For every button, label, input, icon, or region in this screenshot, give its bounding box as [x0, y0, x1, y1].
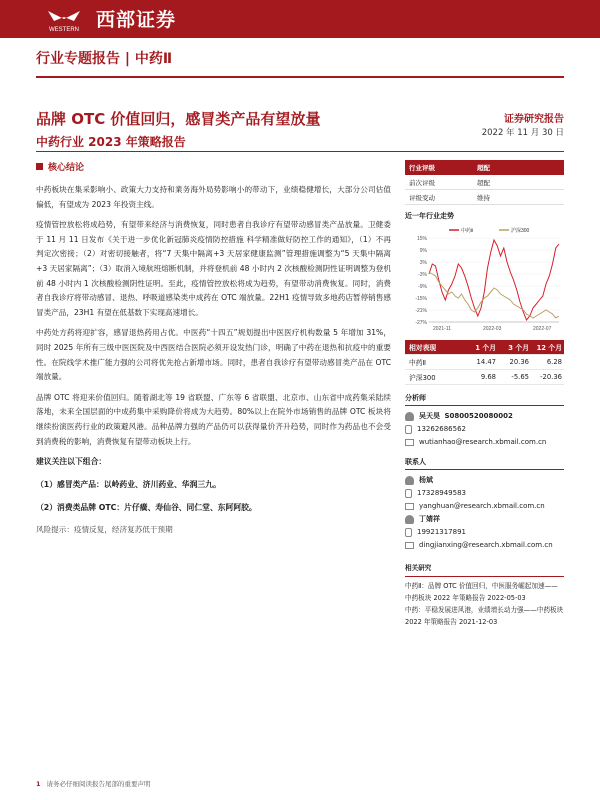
suggest-heading: 建议关注以下组合：: [36, 457, 107, 467]
perf-header-cell: 3 个月: [508, 344, 529, 352]
brand-name: 西部证券: [96, 9, 177, 31]
paragraph: 中药板块在集采影响小、政策大力支持和業务海外局势影响小的带动下，业绩稳健增长，大部分公司估值偏低，有望成为 2023 年投资主线。: [36, 185, 391, 209]
contact-email[interactable]: yanghuan@research.xbmail.com.cn: [419, 502, 545, 510]
perf-row: [405, 370, 564, 385]
rating-row: [405, 190, 564, 205]
series-line: [429, 272, 559, 318]
related-research: [405, 562, 564, 628]
core-conclusion-label: 核心结论: [36, 160, 84, 173]
chart-title: 近一年行业走势: [405, 212, 454, 220]
analyst-email[interactable]: wutianhao@research.xbmail.com.cn: [419, 438, 547, 446]
y-tick-label: 15%: [416, 235, 427, 242]
related-heading: 相关研究: [405, 562, 564, 577]
perf-cell: 沪深300: [409, 374, 436, 382]
divider: [36, 76, 564, 78]
paragraph: 品牌 OTC 将迎来价值回归。随着湖北等 19 省联盟、广东等 6 省联盟、北京市、山东省中成药集采陆续落地，未来全国层面的中成药集中采购降价将成为大趋势。80%以上在院外市场销售的品牌 OTC 板块将继续扮演医药行业的政策避风港。品种品牌力强的产品仍可以获得量价齐升趋势，同时作为药品也不会受到消费税的影响，消费恢复有望带动板块上行。: [36, 392, 391, 446]
x-tick-label: 2022-07: [533, 326, 552, 332]
report-date: 2022 年 11 月 30 日: [481, 128, 564, 138]
page-number: 1: [36, 780, 41, 788]
mail-icon: [405, 439, 414, 446]
phone-icon: [405, 489, 412, 498]
contact-phone: 17328949583: [417, 489, 466, 497]
mail-icon: [405, 503, 414, 510]
paragraph: 中药处方药将迎扩容，感冒退热药用占优。中医药“十四五”规划提出中医医疗机构数量 5 年增加 31%，同时 2025 年所有三级中医医院及中西医结合医院必须开设发热门诊，明确了中药在退热和抗疫中的重要性。在院线学术推广能力强的公司将优先抢占新增市场。同时，患者自我诊疗有望带动感冒类产品在 OTC 端放量。: [36, 328, 391, 382]
mail-icon: [405, 542, 414, 549]
perf-header: [405, 340, 564, 355]
disclaimer-note: 请务必仔细阅读报告尾部的重要声明: [46, 780, 151, 788]
performance-table: [405, 340, 564, 385]
analyst-heading: 分析师: [405, 393, 564, 406]
perf-row: [405, 355, 564, 370]
rating-value: 超配: [477, 178, 490, 187]
sidebar: [405, 160, 564, 628]
perf-cell: 14.47: [476, 358, 496, 366]
risk-warning: 风险提示：疫情反复，经济复苏低于预期: [36, 525, 173, 535]
y-tick-label: 3%: [419, 259, 427, 266]
logo-caption: WESTERN: [49, 27, 79, 33]
report-subtitle: 中药行业 2023 年策略报告: [36, 135, 186, 149]
person-icon: [405, 476, 414, 485]
y-tick-label: -3%: [418, 271, 427, 278]
report-title: 品牌 OTC 价值回归，感冒类产品有望放量: [36, 110, 321, 128]
perf-cell: 20.36: [509, 358, 529, 366]
portfolio-item: （2）消费类品牌 OTC：片仔癀、寿仙谷、同仁堂、东阿阿胶。: [36, 503, 257, 513]
main-body: [36, 183, 391, 536]
footer: [36, 779, 151, 788]
rating-row: [405, 175, 564, 190]
rating-label: 前次评级: [409, 178, 435, 187]
analyst-phone: 13262686562: [417, 425, 466, 433]
y-tick-label: -21%: [415, 307, 427, 314]
perf-header-cell: 1 个月: [475, 344, 496, 352]
top-banner: [0, 0, 600, 38]
perf-header-cell: 12 个月: [536, 344, 562, 352]
rating-value: 维持: [477, 193, 490, 202]
y-tick-label: 9%: [419, 247, 427, 254]
related-link[interactable]: 中药Ⅱ：品牌 OTC 价值回归，中医服务崛起加速——中药板块 2022 年策略报告 2022-05-03: [405, 582, 558, 602]
y-tick-label: -15%: [415, 295, 427, 302]
contact-block: [405, 474, 564, 552]
paragraph: 疫情管控放松将成趋势，有望带来经济与消费恢复，同时患者自我诊疗有望带动感冒类产品放量。卫健委于 11 月 11 日发布《关于进一步优化新冠肺炎疫情防控措施 科学精准做好防控工作的通知》，（1）不再判定次密接；（2）对密切接触者，将“7 天集中隔离+3 天居家健康监测”管理措施调整为“5 天集中隔离+3 天居家隔离”；（3）取消入境航班熔断机制，并将登机前 48 小时内 2 次核酸检测阴性证明调整为登机前 48 小时内 1 次核酸检测阴性证明。至此，疫情管控放松将成为趋势，有望带动消费恢复。同时，消费者自我诊疗将带动感冒、退热、呼吸道感染类中成药在 OTC 端放量。22H1 疫情导致多地药店暂停销售感冒类产品，23H1 有望在低基数下实现高速增长。: [36, 220, 391, 317]
y-tick-label: -9%: [418, 283, 427, 290]
rating-header-label: 行业评级: [409, 164, 435, 172]
western-logo-icon: [40, 7, 88, 33]
series-line: [429, 240, 559, 320]
contact-email[interactable]: dingjianxing@research.xbmail.com.cn: [419, 541, 553, 549]
rating-header-value: 超配: [477, 164, 490, 172]
perf-cell: -5.65: [511, 373, 529, 381]
contact-name: 杨斌: [419, 476, 433, 484]
rating-label: 评级变动: [409, 193, 435, 202]
person-icon: [405, 412, 414, 421]
contact-heading: 联系人: [405, 457, 564, 470]
perf-cell: -20.36: [540, 373, 562, 381]
trend-chart: [405, 224, 564, 336]
x-tick-label: 2021-11: [433, 326, 451, 332]
legend-label: 中药Ⅱ: [461, 228, 474, 234]
x-tick-label: 2022-03: [483, 326, 502, 332]
analyst-block: [405, 410, 564, 449]
phone-icon: [405, 425, 412, 434]
legend-label: 沪深300: [511, 228, 530, 234]
perf-cell: 中药Ⅱ: [409, 359, 426, 367]
divider: [36, 151, 564, 152]
portfolio-item: （1）感冒类产品：以岭药业、济川药业、华润三九。: [36, 480, 221, 490]
perf-header-cell: 相对表现: [409, 344, 437, 352]
contact-name: 丁婧祥: [419, 515, 440, 523]
analyst-name: 吴天昊: [419, 412, 440, 420]
related-link[interactable]: 中药：平稳发展进风港，业绩增长动力强——中药板块 2022 年策略报告 2021-12-03: [405, 606, 564, 626]
contact-phone: 19921317891: [417, 528, 466, 536]
rating-header: [405, 160, 564, 175]
perf-cell: 9.68: [480, 373, 496, 381]
person-icon: [405, 515, 414, 524]
category-bar: [0, 38, 600, 76]
phone-icon: [405, 528, 412, 537]
report-type-label: 证券研究报告: [504, 114, 564, 125]
y-tick-label: -27%: [415, 319, 427, 326]
analyst-cert: S0800520080002: [444, 412, 513, 420]
report-category: 行业专题报告 | 中药Ⅱ: [36, 51, 173, 67]
perf-cell: 6.28: [546, 358, 562, 366]
